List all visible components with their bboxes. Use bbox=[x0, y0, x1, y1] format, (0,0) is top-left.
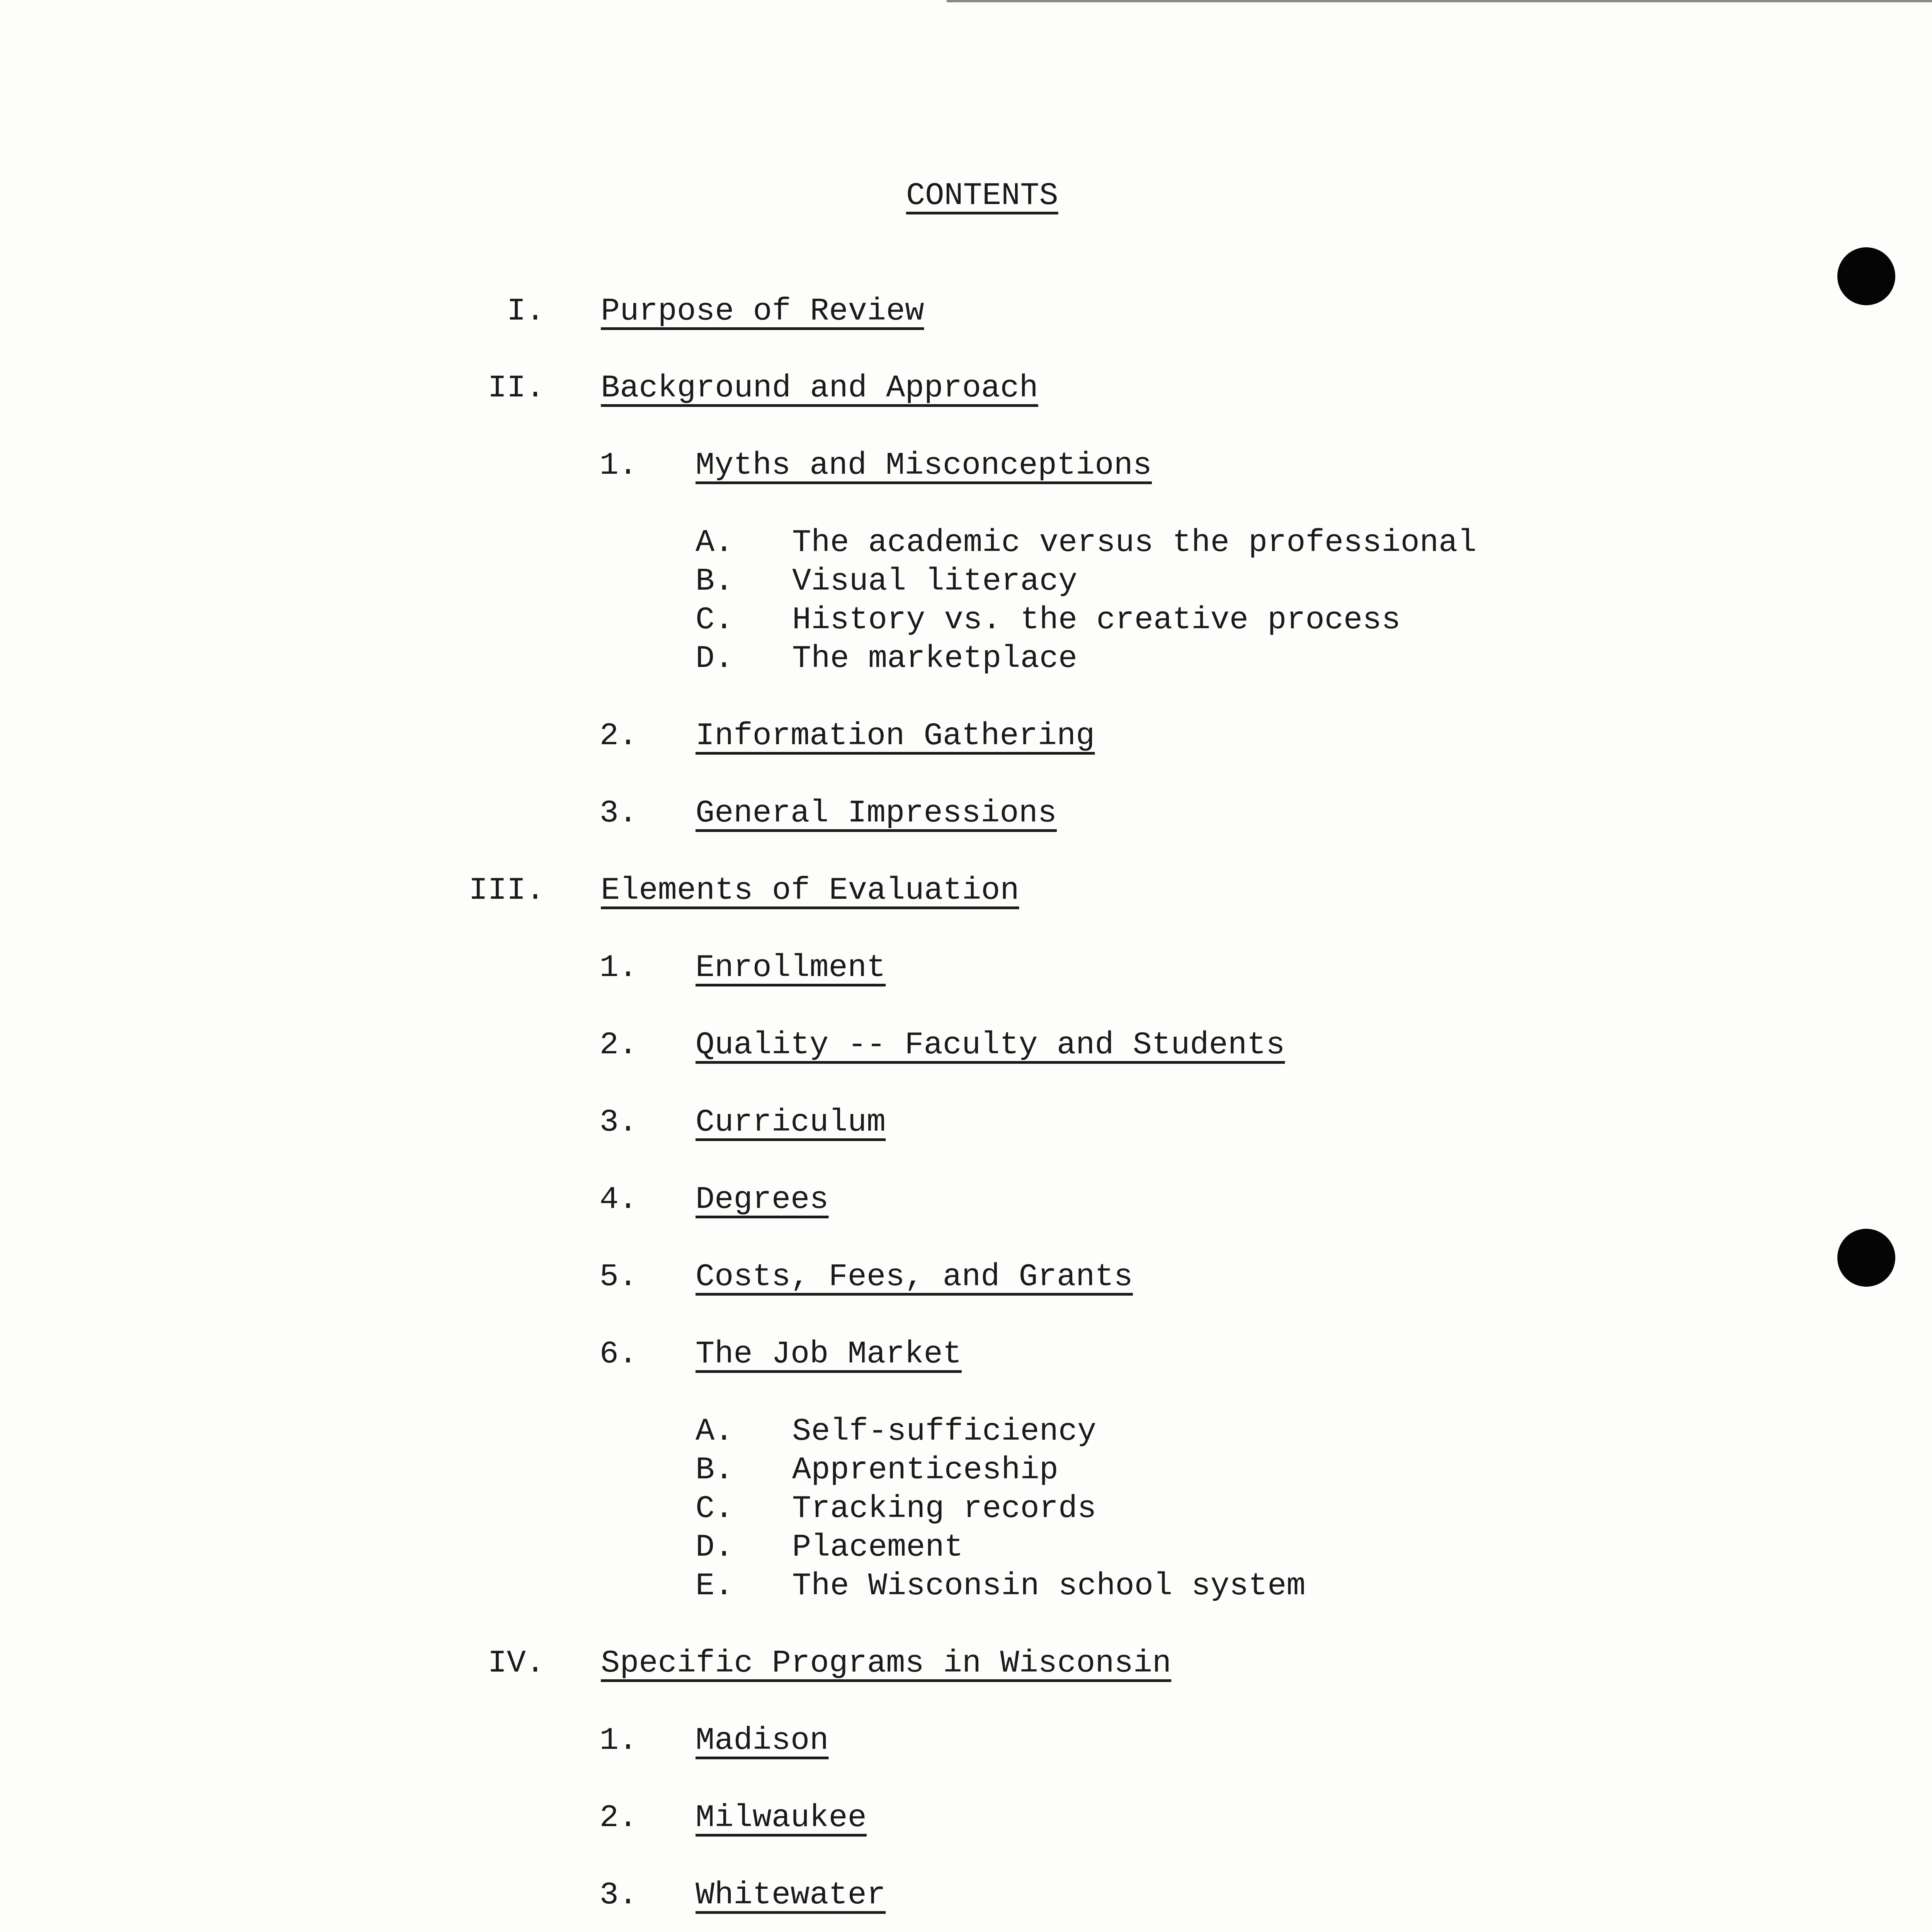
item-number: 5. bbox=[599, 1259, 638, 1295]
section-numeral: III. bbox=[469, 872, 545, 908]
item-4-1 bbox=[0, 1721, 1932, 1760]
item-number: 2. bbox=[599, 718, 638, 754]
item-3-6 bbox=[0, 1335, 1932, 1374]
item-title: Curriculum bbox=[696, 1104, 886, 1140]
subitem-letter: B. bbox=[696, 1452, 734, 1488]
subitem-letter: C. bbox=[696, 602, 734, 638]
item-number: 2. bbox=[599, 1800, 638, 1836]
item-title: General Impressions bbox=[696, 795, 1057, 831]
subitem-text: Self-sufficiency bbox=[792, 1413, 1097, 1449]
subitem-text: The academic versus the professional bbox=[792, 525, 1477, 561]
section-title: Purpose of Review bbox=[601, 293, 924, 329]
page-title: CONTENTS bbox=[906, 178, 1058, 214]
section-numeral: II. bbox=[488, 370, 545, 406]
subitem-text: Tracking records bbox=[792, 1491, 1097, 1527]
subitem-letter: D. bbox=[696, 1529, 734, 1565]
item-3-3 bbox=[0, 1103, 1932, 1142]
item-title: Costs, Fees, and Grants bbox=[696, 1259, 1133, 1295]
item-title: Myths and Misconceptions bbox=[696, 447, 1152, 483]
item-3-4 bbox=[0, 1180, 1932, 1219]
item-number: 1. bbox=[599, 447, 638, 483]
page-top-edge bbox=[947, 0, 1932, 2]
item-2-3 bbox=[0, 794, 1932, 833]
section-title: Elements of Evaluation bbox=[601, 872, 1019, 908]
item-number: 3. bbox=[599, 1877, 638, 1913]
subitem-letter: E. bbox=[696, 1568, 734, 1604]
subitem-2-1-c bbox=[0, 601, 1932, 639]
item-number: 3. bbox=[599, 1104, 638, 1140]
section-title: Specific Programs in Wisconsin bbox=[601, 1645, 1172, 1681]
subitem-3-6-a bbox=[0, 1412, 1932, 1451]
section-3 bbox=[0, 871, 1932, 910]
item-3-5 bbox=[0, 1258, 1932, 1296]
item-title: The Job Market bbox=[696, 1336, 962, 1372]
subitem-text: Placement bbox=[792, 1529, 963, 1565]
subitem-text: Apprenticeship bbox=[792, 1452, 1058, 1488]
item-3-2 bbox=[0, 1026, 1932, 1065]
item-title: Whitewater bbox=[696, 1877, 886, 1913]
subitem-letter: D. bbox=[696, 641, 734, 677]
subitem-text: The marketplace bbox=[792, 641, 1078, 677]
subitem-3-6-d bbox=[0, 1528, 1932, 1567]
item-title: Degrees bbox=[696, 1182, 829, 1218]
subitem-letter: A. bbox=[696, 1413, 734, 1449]
section-numeral: I. bbox=[507, 293, 545, 329]
item-title: Madison bbox=[696, 1723, 829, 1759]
item-number: 2. bbox=[599, 1027, 638, 1063]
subitem-2-1-d bbox=[0, 639, 1932, 678]
subitem-3-6-e bbox=[0, 1567, 1932, 1605]
section-title: Background and Approach bbox=[601, 370, 1038, 406]
subitem-3-6-c bbox=[0, 1490, 1932, 1528]
subitem-text: History vs. the creative process bbox=[792, 602, 1401, 638]
subitem-letter: A. bbox=[696, 525, 734, 561]
item-number: 4. bbox=[599, 1182, 638, 1218]
subitem-2-1-a bbox=[0, 524, 1932, 562]
item-title: Information Gathering bbox=[696, 718, 1095, 754]
item-number: 1. bbox=[599, 950, 638, 986]
item-number: 1. bbox=[599, 1723, 638, 1759]
item-2-2 bbox=[0, 717, 1932, 755]
subitem-text: The Wisconsin school system bbox=[792, 1568, 1306, 1604]
section-numeral: IV. bbox=[488, 1645, 545, 1681]
item-title: Quality -- Faculty and Students bbox=[696, 1027, 1285, 1063]
item-3-1 bbox=[0, 949, 1932, 987]
item-title: Enrollment bbox=[696, 950, 886, 986]
subitem-letter: C. bbox=[696, 1491, 734, 1527]
subitem-letter: B. bbox=[696, 563, 734, 599]
item-2-1 bbox=[0, 446, 1932, 485]
item-number: 3. bbox=[599, 795, 638, 831]
section-1 bbox=[0, 292, 1932, 331]
subitem-2-1-b bbox=[0, 562, 1932, 601]
section-2 bbox=[0, 369, 1932, 408]
item-4-3 bbox=[0, 1876, 1932, 1915]
subitem-text: Visual literacy bbox=[792, 563, 1078, 599]
section-4 bbox=[0, 1644, 1932, 1683]
item-4-2 bbox=[0, 1799, 1932, 1837]
item-title: Milwaukee bbox=[696, 1800, 867, 1836]
subitem-3-6-b bbox=[0, 1451, 1932, 1490]
item-number: 6. bbox=[599, 1336, 638, 1372]
